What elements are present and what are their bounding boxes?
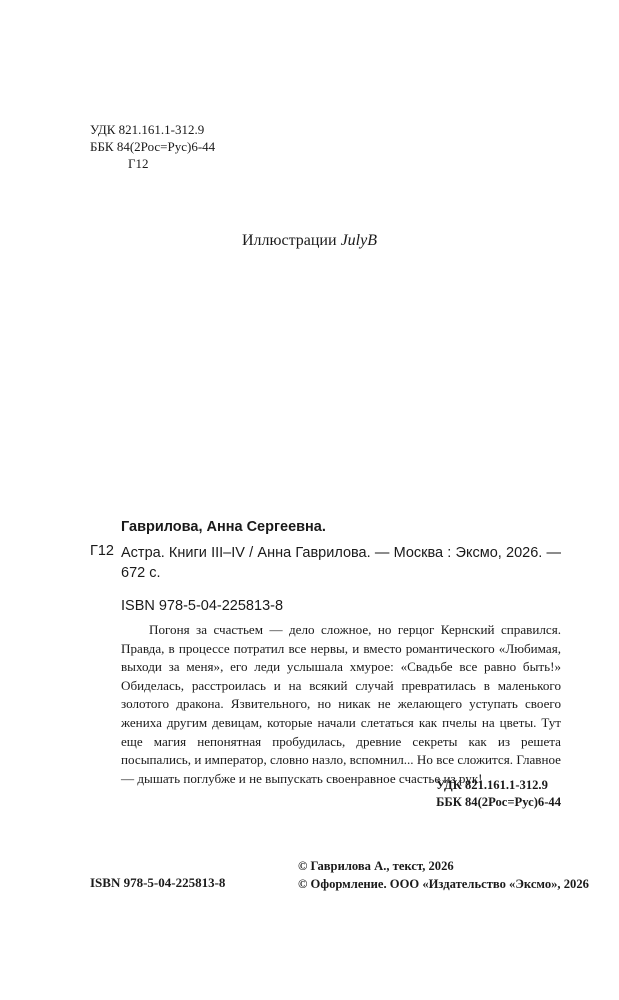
copyright-text: © Гаврилова А., текст, 2026 [298, 859, 454, 873]
copyright-block [298, 857, 589, 893]
record-author-mark: Г12 [90, 543, 114, 559]
annotation: Погоня за счастьем — дело сложное, но герцог Кернский справился. Правда, в процессе потратил все нервы, и вместо романтического «Любимая, выходи за меня», его леди услышала хмурое: «Свадьбе все равно быть!» Обиделась, расстроилась и на всякий случай превратилась в маленького золотого дракона. Язвительного, но никак не желающего уступать своего жениха другим девицам, которые начали слетаться как пчелы на цветы. Тут еще магия непонятная пробудилась, древние секреты как из решета посыпались, и император, словно назло, вспомнил... Но все сложится. Главное — дышать поглубже и не выпускать своенравное счастье из рук! [121, 622, 561, 786]
author-mark: Г12 [128, 156, 149, 171]
annotation-codes [436, 777, 561, 810]
illustrations-prefix: Иллюстрации [242, 232, 337, 249]
record-isbn: ISBN 978-5-04-225813-8 [121, 598, 284, 614]
annotation-udk: УДК 821.161.1-312.9 [436, 778, 548, 792]
annotation-bbk: ББК 84(2Рос=Рус)6-44 [436, 794, 561, 809]
bibliographic-description: Астра. Книги III–IV / Анна Гаврилова. — Москва : Эксмо, 2026. — 672 с. [121, 545, 561, 581]
illustrator-name: JulyB [340, 232, 377, 249]
udk-code: УДК 821.161.1-312.9 [90, 122, 205, 137]
author-heading: Гаврилова, Анна Сергеевна. [121, 519, 326, 535]
copyright-design: © Оформление. ООО «Издательство «Эксмо», 2026 [298, 877, 589, 891]
bbk-code: ББК 84(2Рос=Рус)6-44 [90, 139, 216, 154]
classification-block [90, 121, 215, 172]
footer-isbn: ISBN 978-5-04-225813-8 [90, 875, 226, 890]
illustrations-credit [0, 232, 619, 250]
